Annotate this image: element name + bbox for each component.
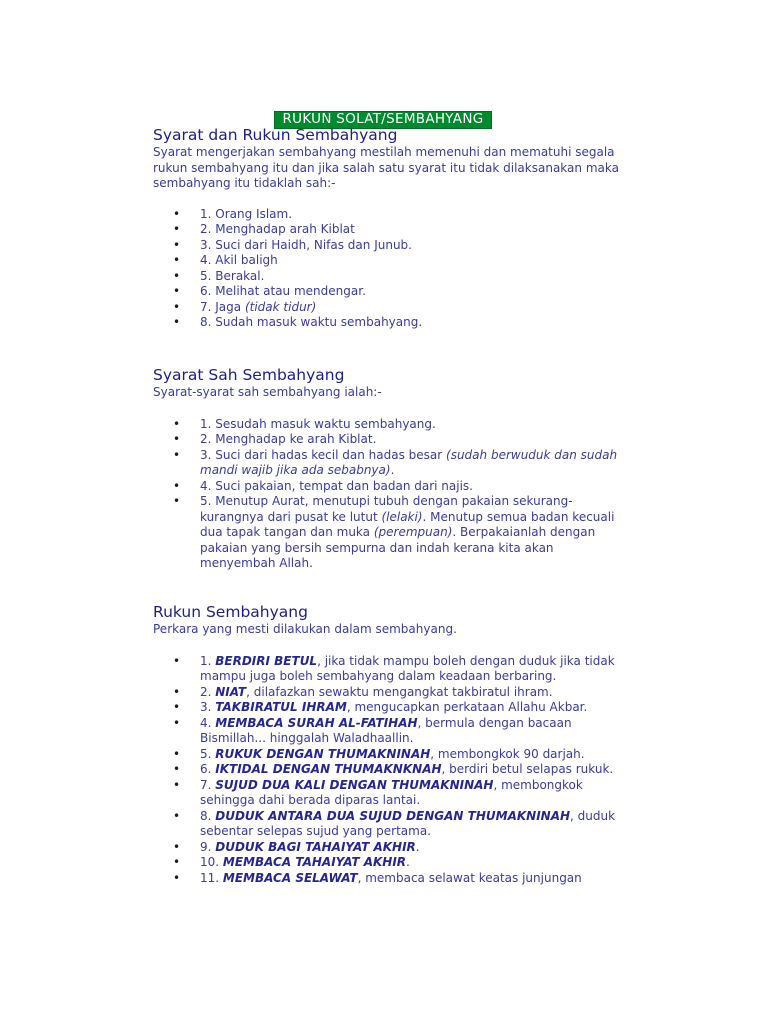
list-item: • 1. Sesudah masuk waktu sembahyang. <box>173 416 436 431</box>
bullet-icon: • <box>173 416 181 431</box>
bullet-icon: • <box>173 237 181 252</box>
list-item: • 8. Sudah masuk waktu sembahyang. <box>173 315 423 329</box>
rukun-list <box>153 654 623 887</box>
list-item: • 10. MEMBACA TAHAIYAT AKHIR. <box>173 855 410 869</box>
bullet-icon: • <box>173 653 181 668</box>
bullet-icon: • <box>173 284 181 298</box>
list-item: • 4. Suci pakaian, tempat dan badan dari najis. <box>173 478 473 493</box>
bullet-icon: • <box>173 478 181 493</box>
list-item: • 1. BERDIRI BETUL, jika tidak mampu boleh dengan duduk jika tidak mampu juga boleh sembahyang dalam keadaan berbaring. <box>173 653 615 683</box>
list-item: • 2. Menghadap arah Kiblat <box>173 222 355 236</box>
bullet-icon: • <box>173 777 181 792</box>
list-item: • 7. Jaga (tidak tidur) <box>173 299 317 314</box>
section-syarat-rukun <box>153 126 623 331</box>
section-intro: Syarat mengerjakan sembahyang mestilah memenuhi dan mematuhi segala rukun sembahyang itu dan jika salah satu syarat itu tidak dilaksanakan maka sembahyang itu tidaklah sah:- <box>153 145 619 190</box>
bullet-icon: • <box>173 206 181 221</box>
list-item: • 1. Orang Islam. <box>173 206 293 221</box>
list-item: • 9. DUDUK BAGI TAHAIYAT AKHIR. <box>173 839 420 854</box>
bullet-icon: • <box>173 315 181 329</box>
bullet-icon: • <box>173 715 181 730</box>
list-item: • 5. Berakal. <box>173 268 265 283</box>
list-item: • 3. Suci dari hadas kecil dan hadas besar (sudah berwuduk dan sudah mandi wajib jika ada sebabnya). <box>173 447 618 477</box>
list-item: • 6. Melihat atau mendengar. <box>173 284 366 298</box>
section-rukun <box>153 603 623 886</box>
list-item: • 7. SUJUD DUA KALI DENGAN THUMAKNINAH, membongkok sehingga dahi berada diparas lantai. <box>173 777 583 807</box>
list-item: • 2. NIAT, dilafazkan sewaktu mengangkat takbiratul ihram. <box>173 684 553 699</box>
bullet-icon: • <box>173 746 181 761</box>
page-title: RUKUN SOLAT/SEMBAHYANG <box>274 111 491 129</box>
syarat-sah-list <box>153 417 623 572</box>
list-item: • 5. Menutup Aurat, menutupi tubuh dengan pakaian sekurang-kurangnya dari pusat ke lutut (lelaki). Menutup semua badan kecuali dua tapak tangan dan muka (perempuan). Berpakaianlah dengan pakaian yang bersih sempurna dan indah kerana kita akan menyembah Allah. <box>173 494 615 570</box>
list-item: • 3. Suci dari Haidh, Nifas dan Junub. <box>173 237 412 252</box>
list-item: • 2. Menghadap ke arah Kiblat. <box>173 432 377 446</box>
syarat-list <box>153 207 623 331</box>
section-heading: Rukun Sembahyang <box>153 603 308 621</box>
bullet-icon: • <box>173 432 181 446</box>
section-intro: Syarat-syarat sah sembahyang ialah:- <box>153 385 382 399</box>
bullet-icon: • <box>173 700 181 714</box>
bullet-icon: • <box>173 684 181 699</box>
bullet-icon: • <box>173 253 181 267</box>
section-syarat-sah <box>153 366 623 572</box>
section-intro: Perkara yang mesti dilakukan dalam sembahyang. <box>153 622 457 636</box>
bullet-icon: • <box>173 299 181 314</box>
bullet-icon: • <box>173 762 181 776</box>
bullet-icon: • <box>173 839 181 854</box>
bullet-icon: • <box>173 268 181 283</box>
bullet-icon: • <box>173 222 181 236</box>
bullet-icon: • <box>173 870 181 885</box>
list-item: • 3. TAKBIRATUL IHRAM, mengucapkan perkataan Allahu Akbar. <box>173 700 588 714</box>
bullet-icon: • <box>173 494 181 508</box>
list-item: • 6. IKTIDAL DENGAN THUMAKNKNAH, berdiri betul selapas rukuk. <box>173 762 614 776</box>
section-heading: Syarat Sah Sembahyang <box>153 366 345 384</box>
list-item: • 4. MEMBACA SURAH AL-FATIHAH, bermula dengan bacaan Bismillah... hinggalah Waladhaallin. <box>173 715 572 745</box>
list-item: • 8. DUDUK ANTARA DUA SUJUD DENGAN THUMAKNINAH, duduk sebentar selepas sujud yang pertama. <box>173 808 616 838</box>
list-item: • 5. RUKUK DENGAN THUMAKNINAH, membongkok 90 darjah. <box>173 746 585 761</box>
list-item: • 4. Akil baligh <box>173 253 278 267</box>
bullet-icon: • <box>173 855 181 869</box>
bullet-icon: • <box>173 808 181 823</box>
list-item: • 11. MEMBACA SELAWAT, membaca selawat keatas junjungan <box>173 870 582 885</box>
section-heading: Syarat dan Rukun Sembahyang <box>153 126 398 144</box>
bullet-icon: • <box>173 447 181 462</box>
